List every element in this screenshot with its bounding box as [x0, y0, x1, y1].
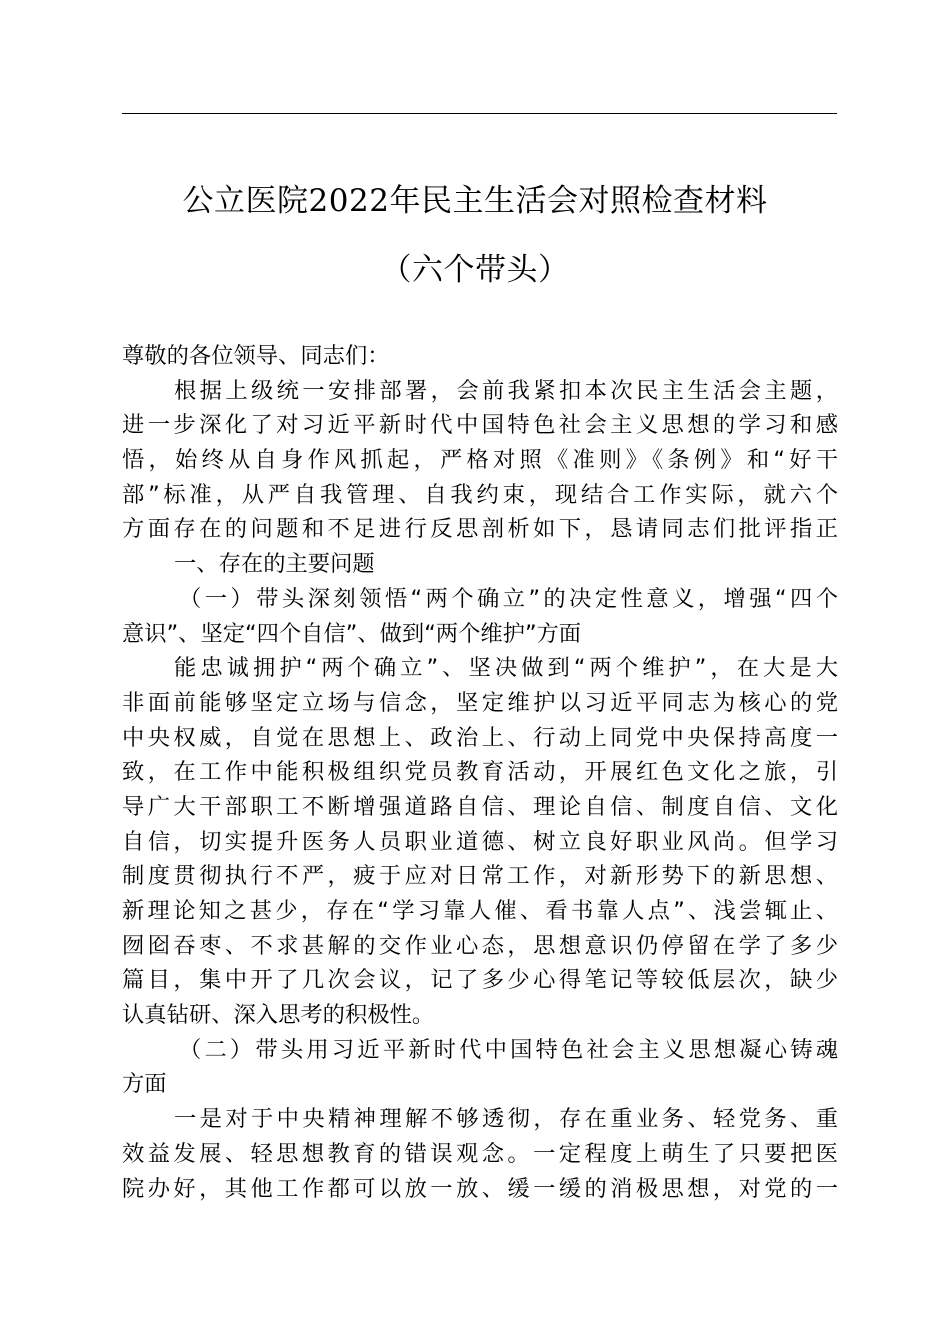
- paragraph-line: 能忠诚拥护“两个确立”、坚决做到“两个维护”，在大是大: [174, 655, 838, 682]
- subsection-heading: （二）带头用习近平新时代中国特色社会主义思想凝心铸魂: [179, 1036, 838, 1063]
- paragraph-line: 根据上级统一安排部署，会前我紧扣本次民主生活会主题，: [174, 377, 838, 404]
- subsection-heading: （一）带头深刻领悟“两个确立”的决定性意义，增强“四个: [179, 585, 838, 612]
- paragraph-line: 进一步深化了对习近平新时代中国特色社会主义思想的学习和感: [122, 412, 838, 439]
- document-subtitle: （六个带头）: [380, 252, 570, 288]
- paragraph-line: 囫囵吞枣、不求甚解的交作业心态，思想意识仍停留在学了多少: [122, 932, 838, 959]
- paragraph-line: 制度贯彻执行不严，疲于应对日常工作，对新形势下的新思想、: [122, 863, 838, 890]
- subsection-heading: 方面: [122, 1071, 167, 1098]
- paragraph-line: 篇目，集中开了几次会议，记了多少心得笔记等较低层次，缺少: [122, 967, 838, 994]
- paragraph-line: 导广大干部职工不断增强道路自信、理论自信、制度自信、文化: [122, 793, 838, 820]
- paragraph-line: 认真钻研、深入思考的积极性。: [122, 1002, 435, 1029]
- section-heading: 一、存在的主要问题: [174, 551, 375, 578]
- paragraph-line: 方面存在的问题和不足进行反思剖析如下，恳请同志们批评指正: [122, 516, 838, 543]
- document-title: 公立医院2022年民主生活会对照检查材料: [182, 183, 768, 219]
- paragraph-line: 院办好，其他工作都可以放一放、缓一缓的消极思想，对党的一: [122, 1175, 838, 1202]
- paragraph-line: 自信，切实提升医务人员职业道德、树立良好职业风尚。但学习: [122, 828, 838, 855]
- paragraph-line: 效益发展、轻思想教育的错误观念。一定程度上萌生了只要把医: [122, 1140, 838, 1167]
- paragraph-line: 新理论知之甚少，存在“学习靠人催、看书靠人点”、浅尝辄止、: [122, 898, 838, 924]
- document-body: [122, 339, 838, 1206]
- paragraph-line: 悟，始终从自身作风抓起，严格对照《准则》《条例》和“好干: [122, 447, 838, 474]
- paragraph-line: 一是对于中央精神理解不够透彻，存在重业务、轻党务、重: [174, 1106, 838, 1133]
- paragraph-line: 非面前能够坚定立场与信念，坚定维护以习近平同志为核心的党: [122, 689, 838, 716]
- header-rule: [122, 113, 837, 114]
- subsection-heading: 意识”、坚定“四个自信”、做到“两个维护”方面: [122, 620, 582, 647]
- paragraph-line: 部”标准，从严自我管理、自我约束，现结合工作实际，就六个: [122, 481, 838, 508]
- salutation-line: 尊敬的各位领导、同志们：: [122, 343, 390, 369]
- paragraph-line: 致，在工作中能积极组织党员教育活动，开展红色文化之旅，引: [122, 759, 838, 786]
- paragraph-line: 中央权威，自觉在思想上、政治上、行动上同党中央保持高度一: [122, 724, 838, 751]
